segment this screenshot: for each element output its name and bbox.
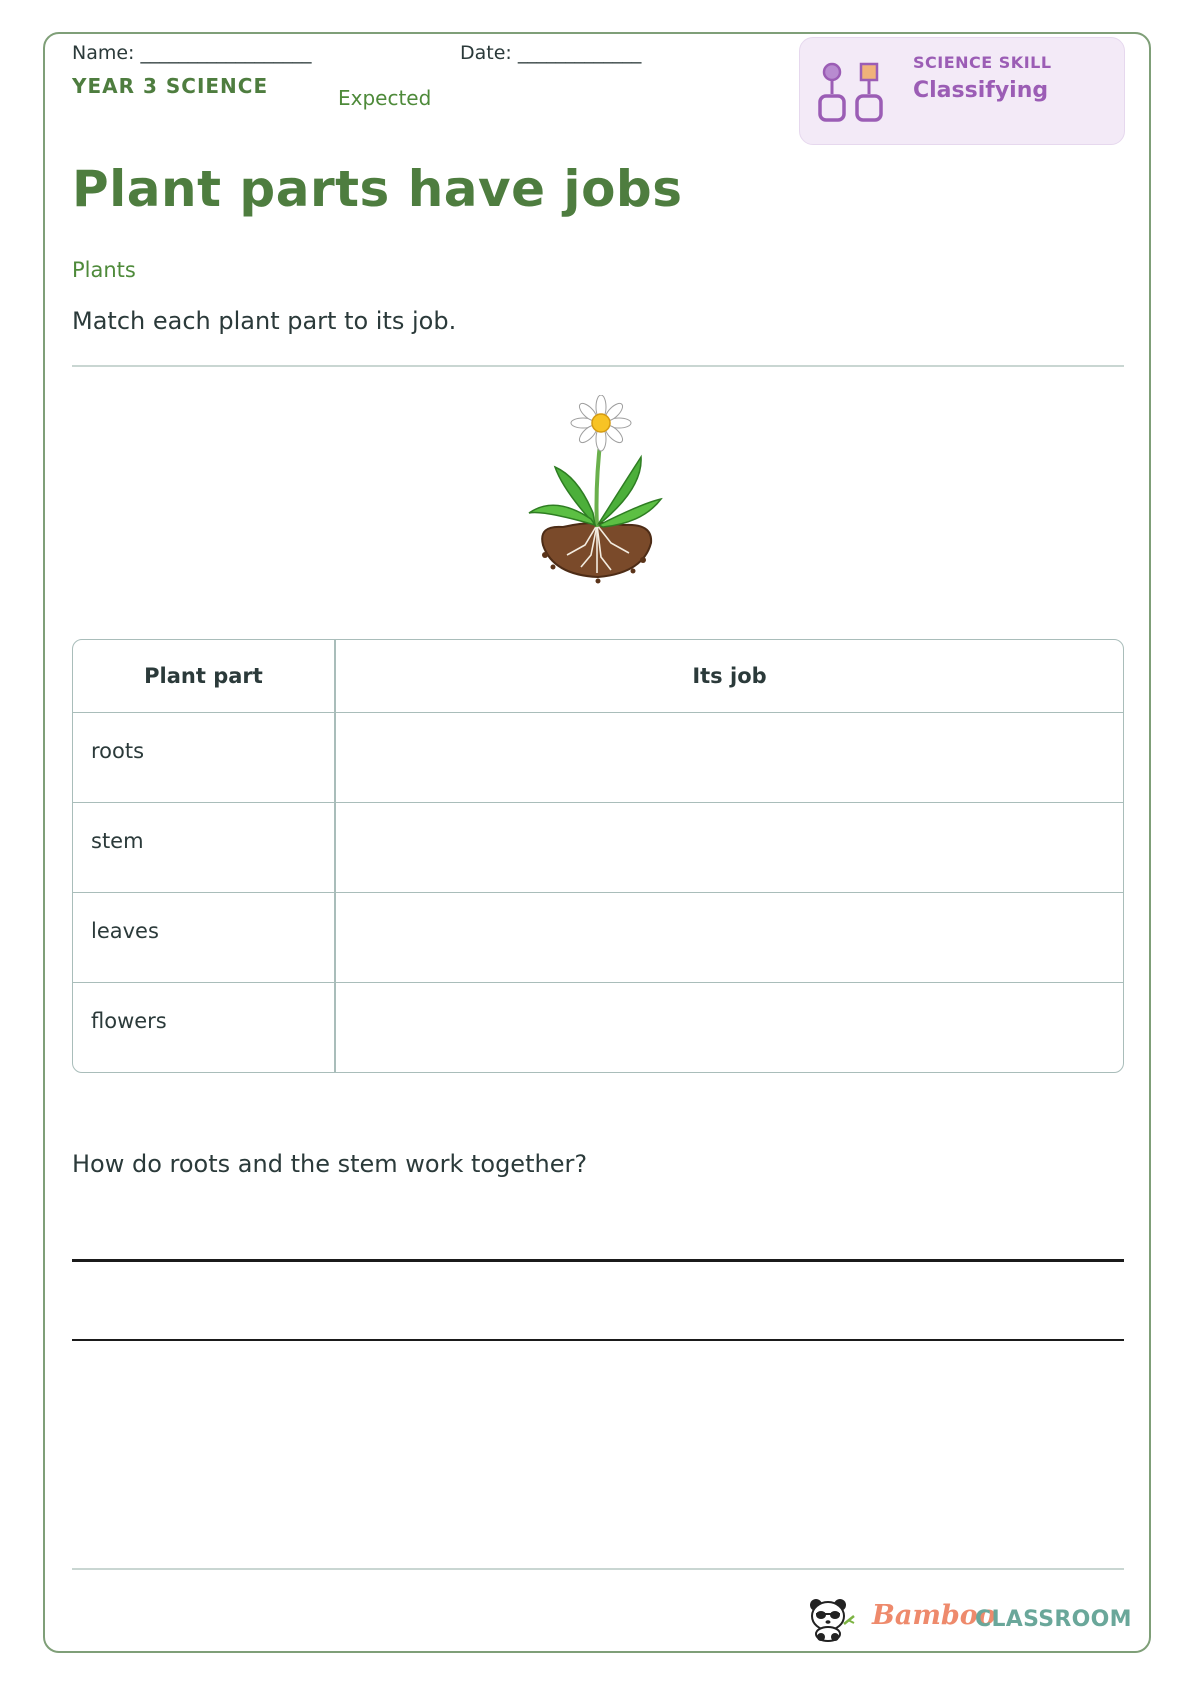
footer-divider: [72, 1568, 1124, 1570]
table-row: [73, 712, 1123, 802]
column-divider: [334, 893, 336, 982]
skill-kicker: SCIENCE SKILL: [913, 53, 1052, 72]
part-cell: [73, 713, 334, 802]
instruction-text: Match each plant part to its job.: [72, 307, 457, 335]
part-label: leaves: [91, 919, 159, 943]
job-answer-cell[interactable]: [336, 983, 1123, 1073]
part-label: stem: [91, 829, 144, 853]
name-field[interactable]: Name: __________________: [72, 42, 312, 64]
plant-parts-table: [72, 639, 1124, 1073]
table-header-job: Its job: [692, 664, 767, 688]
column-divider: [334, 640, 336, 712]
part-cell: [73, 983, 334, 1073]
column-divider: [334, 803, 336, 892]
column-divider: [334, 983, 336, 1073]
classifying-shapes-icon: [818, 62, 888, 128]
part-label: roots: [91, 739, 145, 763]
date-field[interactable]: Date: _____________: [460, 42, 642, 64]
brand-logo-classroom: CLASSROOM: [975, 1607, 1132, 1632]
worksheet-title: Plant parts have jobs: [72, 160, 683, 218]
panda-icon: [804, 1596, 856, 1642]
table-row: [73, 802, 1123, 892]
part-label: flowers: [91, 1009, 167, 1033]
brand-logo-bamboo: Bamboo: [872, 1600, 996, 1631]
table-header-part: Plant part: [144, 664, 263, 688]
table-row: [73, 892, 1123, 982]
job-answer-cell[interactable]: [336, 803, 1123, 892]
answer-line[interactable]: [72, 1339, 1124, 1341]
part-cell: [73, 803, 334, 892]
job-answer-cell[interactable]: [336, 893, 1123, 982]
job-answer-cell[interactable]: [336, 713, 1123, 802]
daisy-plant-illustration: [493, 395, 703, 605]
topic-label: Plants: [72, 258, 136, 282]
divider: [72, 365, 1124, 367]
column-divider: [334, 713, 336, 802]
answer-line[interactable]: [72, 1259, 1124, 1262]
year-label: YEAR 3 SCIENCE: [72, 74, 269, 98]
skill-name: Classifying: [913, 78, 1049, 103]
question-text: How do roots and the stem work together?: [72, 1150, 588, 1178]
part-cell: [73, 893, 334, 982]
table-row: [73, 982, 1123, 1073]
level-label: Expected: [338, 86, 432, 110]
science-skill-badge: [799, 37, 1125, 145]
table-header-row: [73, 640, 1123, 712]
